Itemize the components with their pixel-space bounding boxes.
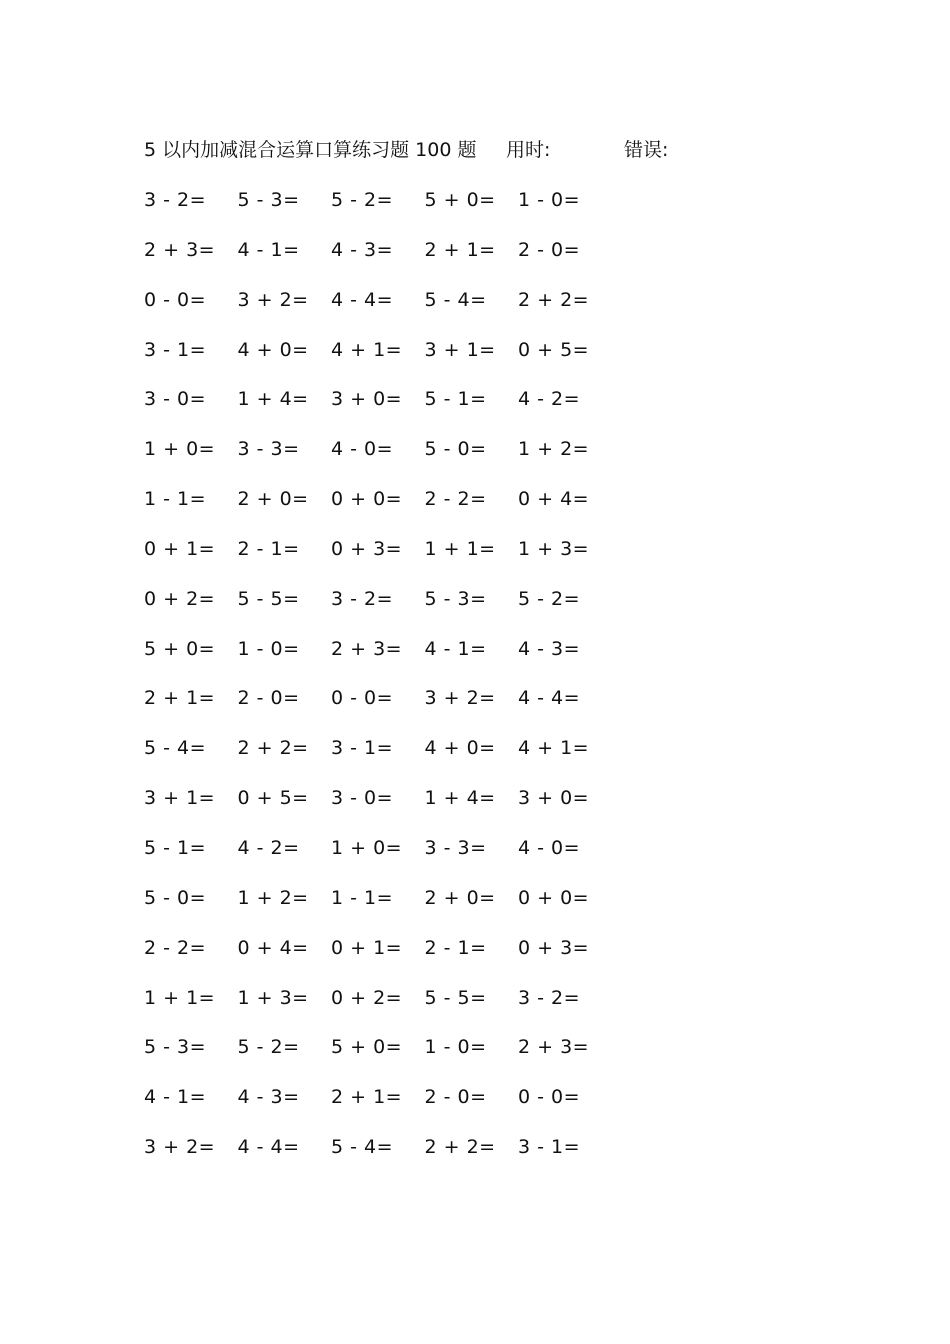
problem-item: 3 + 2= (237, 288, 309, 311)
problem-item: 0 + 3= (331, 537, 403, 560)
problem-item: 4 - 4= (518, 687, 581, 710)
problem-item: 4 - 1= (144, 1086, 207, 1109)
problem-item: 0 + 1= (144, 537, 216, 560)
problem-item: 5 - 0= (144, 886, 207, 909)
problem-item: 5 - 3= (144, 1036, 207, 1059)
problem-item: 4 + 0= (424, 737, 496, 760)
problem-item: 2 - 2= (144, 936, 207, 959)
problem-item: 2 + 3= (331, 637, 403, 660)
problem-item: 1 + 1= (424, 537, 496, 560)
problem-item: 0 + 3= (518, 936, 590, 959)
problem-item: 4 - 1= (237, 238, 300, 261)
problem-item: 4 - 2= (237, 836, 300, 859)
problem-item: 1 + 1= (144, 986, 216, 1009)
problem-item: 2 - 0= (237, 687, 300, 710)
problem-item: 3 + 2= (424, 687, 496, 710)
problem-item: 3 - 2= (518, 986, 581, 1009)
problem-item: 0 + 0= (518, 886, 590, 909)
problem-item: 5 - 2= (331, 189, 394, 211)
page-title: 5 以内加减混合运算口算练习题 100 题 (144, 139, 477, 161)
problem-item: 4 - 2= (518, 388, 581, 411)
problem-item: 3 - 2= (331, 587, 394, 610)
problem-item: 4 - 4= (331, 288, 394, 311)
problem-item: 5 - 5= (424, 986, 487, 1009)
problem-item: 1 + 2= (237, 886, 309, 909)
problem-item: 4 - 3= (331, 238, 394, 261)
problem-item: 0 - 0= (331, 687, 394, 710)
problem-item: 2 + 3= (518, 1036, 590, 1059)
problem-item: 5 - 5= (237, 587, 300, 610)
problem-item: 0 + 2= (331, 986, 403, 1009)
problem-item: 2 - 0= (424, 1086, 487, 1109)
problem-item: 1 - 0= (518, 189, 581, 211)
problem-item: 5 + 0= (331, 1036, 403, 1059)
problem-item: 0 + 4= (518, 488, 590, 511)
problem-item: 1 + 0= (331, 836, 403, 859)
problem-item: 5 - 3= (237, 189, 300, 211)
problem-item: 2 - 2= (424, 488, 487, 511)
problem-item: 1 + 4= (237, 388, 309, 411)
problem-item: 4 + 1= (331, 338, 403, 361)
problem-item: 3 - 3= (237, 438, 300, 461)
problem-item: 5 - 0= (424, 438, 487, 461)
problem-item: 1 - 0= (237, 637, 300, 660)
problem-item: 0 + 0= (331, 488, 403, 511)
problem-item: 1 - 0= (424, 1036, 487, 1059)
problem-item: 2 + 1= (144, 687, 216, 710)
problem-item: 4 - 0= (518, 836, 581, 859)
problem-item: 2 + 2= (237, 737, 309, 760)
problem-item: 2 + 0= (424, 886, 496, 909)
problem-item: 5 - 4= (424, 288, 487, 311)
problem-item: 3 + 1= (144, 787, 216, 810)
problem-item: 2 - 1= (424, 936, 487, 959)
problem-item: 3 - 3= (424, 836, 487, 859)
problem-item: 3 - 1= (518, 1136, 581, 1159)
problem-item: 4 - 3= (237, 1086, 300, 1109)
problem-item: 5 - 4= (144, 737, 207, 760)
problem-item: 2 - 0= (518, 238, 581, 261)
problem-item: 4 - 4= (237, 1136, 300, 1159)
problem-item: 5 - 2= (518, 587, 581, 610)
problem-item: 5 - 4= (331, 1136, 394, 1159)
problem-item: 0 + 2= (144, 587, 216, 610)
problem-item: 5 - 3= (424, 587, 487, 610)
worksheet-header (144, 136, 844, 164)
problem-item: 1 + 3= (518, 537, 590, 560)
problem-item: 3 - 2= (144, 189, 207, 211)
problem-item: 3 - 1= (144, 338, 207, 361)
problem-item: 5 + 0= (144, 637, 216, 660)
time-used-label: 用时: (506, 139, 551, 161)
problem-item: 2 + 0= (237, 488, 309, 511)
problem-item: 1 + 4= (424, 787, 496, 810)
problem-item: 3 - 1= (331, 737, 394, 760)
problem-item: 1 + 3= (237, 986, 309, 1009)
problem-item: 0 + 5= (518, 338, 590, 361)
problem-item: 4 - 3= (518, 637, 581, 660)
problem-item: 5 + 0= (424, 189, 496, 211)
problem-item: 3 + 1= (424, 338, 496, 361)
problem-item: 2 + 2= (518, 288, 590, 311)
problem-item: 4 - 1= (424, 637, 487, 660)
problem-item: 3 + 2= (144, 1136, 216, 1159)
problem-item: 0 + 1= (331, 936, 403, 959)
problem-item: 1 - 1= (144, 488, 207, 511)
problem-item: 5 - 2= (237, 1036, 300, 1059)
problem-item: 2 + 1= (424, 238, 496, 261)
problem-item: 2 + 2= (424, 1136, 496, 1159)
problem-item: 5 - 1= (424, 388, 487, 411)
error-count-label: 错误: (624, 139, 669, 161)
problem-item: 1 + 2= (518, 438, 590, 461)
problem-item: 3 + 0= (518, 787, 590, 810)
problem-item: 3 + 0= (331, 388, 403, 411)
problem-item: 3 - 0= (144, 388, 207, 411)
problem-item: 3 - 0= (331, 787, 394, 810)
problem-item: 2 - 1= (237, 537, 300, 560)
problem-item: 0 + 5= (237, 787, 309, 810)
problem-item: 0 - 0= (144, 288, 207, 311)
problem-item: 4 + 1= (518, 737, 590, 760)
problem-item: 0 - 0= (518, 1086, 581, 1109)
problem-item: 0 + 4= (237, 936, 309, 959)
problem-item: 2 + 1= (331, 1086, 403, 1109)
problem-item: 4 - 0= (331, 438, 394, 461)
problem-item: 1 - 1= (331, 886, 394, 909)
problem-item: 5 - 1= (144, 836, 207, 859)
problem-item: 1 + 0= (144, 438, 216, 461)
problem-item: 2 + 3= (144, 238, 216, 261)
problem-item: 4 + 0= (237, 338, 309, 361)
